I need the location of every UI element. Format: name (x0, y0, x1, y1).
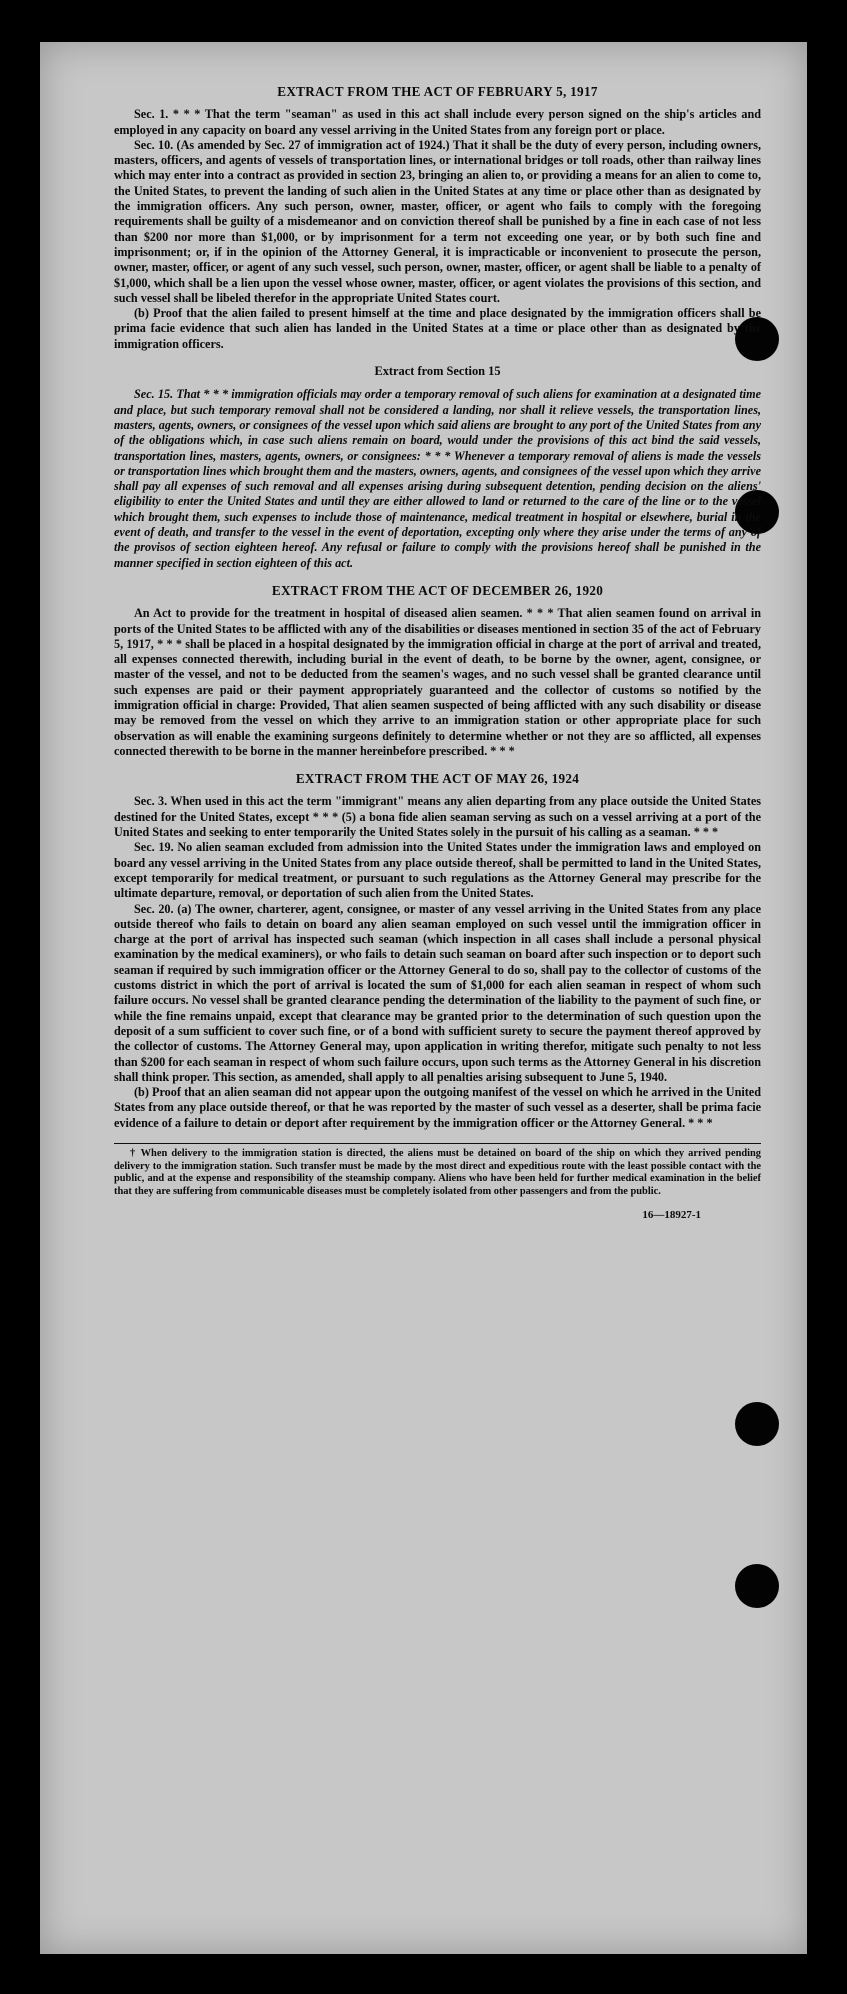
section-title: Extract from Section 15 (374, 364, 501, 379)
paragraph: Sec. 15. That * * * immigration officials may order a temporary removal of such aliens for examination at a designated time and place, but such temporary removal shall not be considered a landing, nor shall it relieve vessels, the transportation lines, masters, agents, owners, or consignees of the vessel upon which said aliens are brought to any port of the United States from any of the obligations which, in case such aliens remain on board, would under the provisions of this act bind the said vessels, transportation lines, masters, agents, owners, or consignees: * * * Whenever a temporary removal of aliens is made the vessels or transportation lines which brought them and the masters, owners, agents, and consignees of the vessel upon which they arrive shall pay all expenses of such removal and all expenses arising during subsequent detention, pending decision on the aliens' eligibility to enter the United States and until they are either allowed to land or returned to the care of the line or to the vessel which brought them, such expenses to include those of maintenance, medical treatment in hospital or elsewhere, burial in the event of death, and transfer to the vessel in the event of deportation, excepting only where they arise under the terms of any of the provisos of section eighteen hereof. Any refusal or failure to comply with the provisions hereof shall be punished in the manner specified in section eighteen of this act. (114, 387, 761, 570)
paragraph: Sec. 10. (As amended by Sec. 27 of immigration act of 1924.) That it shall be the duty of every person, including owners, masters, officers, and agents of vessels of transportation lines, or international bridges or toll roads, other than railway lines which may enter into a contract as provided in section 23, bringing an alien to, or providing a means for an alien to come to, the United States, to prevent the landing of such alien in the United States at any time or place other than as designated by the immigration officers. Any such person, owner, master, officer, or agent who fails to comply with the foregoing requirements shall be guilty of a misdemeanor and on conviction thereof shall be punished by a fine in each case of not less than $200 nor more than $1,000, or by imprisonment for a term not exceeding one year, or by both such fine and imprisonment; or, if in the opinion of the Attorney General, it is impracticable or inconvenient to prosecute the person, owner, master, officer, or agent of any such vessel, such person, owner, master, officer, or agent shall be liable to a penalty of $1,000, which shall be a lien upon the vessel whose owner, master, officer, or agent violates the provisions of this section, and such vessel shall be libeled therefor in the appropriate United States court. (114, 137, 761, 305)
paragraph: Sec. 20. (a) The owner, charterer, agent, consignee, or master of any vessel arriving in the United States from any place outside thereof who fails to detain on board any alien seaman employed on such vessel until the immigration officer in charge at the port of arrival has inspected such seaman (which inspection in all cases shall include a personal physical examination by the medical examiners), or who fails to detain such seaman on board after such inspection or to deport such seaman if required by such immigration officer or the Attorney General to do so, shall pay to the collector of customs of the customs district in which the port of arrival is located the sum of $1,000 for each alien seaman in respect of whom such failure occurs. No vessel shall be granted clearance pending the determination of the liability to the payment of such fine, or while the fine remains unpaid, except that clearance may be granted prior to the determination of such question upon the deposit of a sum sufficient to cover such fine, or of a bond with sufficient surety to secure the payment thereof approved by the collector of customs. The Attorney General may, upon application in writing therefor, mitigate such penalty to not less than $200 for each seaman in respect of whom such failure occurs, upon such terms as the Attorney General in his discretion shall think proper. This section, as amended, shall apply to all penalties arising subsequent to June 5, 1940. (114, 901, 761, 1084)
paragraph: (b) Proof that an alien seaman did not appear upon the outgoing manifest of the vessel on which he arrived in the United States from any place outside thereof, or that he was reported by the master of such vessel as a deserter, shall be prima facie evidence of a failure to detain or deport after requirement by the immigration officer or the Attorney General. * * * (114, 1085, 761, 1130)
section-act-dec-1920 (114, 583, 761, 759)
punch-hole (735, 1402, 779, 1446)
section-title: EXTRACT FROM THE ACT OF MAY 26, 1924 (295, 771, 580, 787)
section-extract-15 (114, 364, 761, 571)
section-title: EXTRACT FROM THE ACT OF FEBRUARY 5, 1917 (277, 84, 598, 99)
section-act-may-1924 (114, 771, 761, 1131)
paragraph: Sec. 3. When used in this act the term "immigrant" means any alien departing from any place outside the United States destined for the United States, except * * * (5) a bona fide alien seaman serving as such on a vessel arriving at a port of the United States and seeking to enter temporarily the United States solely in the pursuit of his calling as a seaman. * * * (114, 794, 761, 840)
paragraph: Sec. 19. No alien seaman excluded from admission into the United States under the immigration laws and employed on board any vessel arriving in the United States from any place outside thereof, shall be permitted to land in the United States, except temporarily for medical treatment, or pursuant to such regulations as the Attorney General may prescribe for the ultimate departure, removal, or deportation of such alien from the United States. (114, 840, 761, 901)
footnote: † When delivery to the immigration station is directed, the aliens must be detained on board of the ship on which they arrived pending delivery to the immigration station. Such transfer must be made by the most direct and expeditious route with the least possible contact with the public, and at the expense and responsibility of the steamship company. Aliens who have been held for further medical examination in the belief that they are suffering from communicable diseases must be completely isolated from other passengers and from the public. (114, 1148, 761, 1197)
section-act-feb-1917 (114, 84, 761, 352)
document-page (40, 42, 807, 1954)
document-body (114, 84, 761, 1224)
form-number: 16—18927-1 (642, 1209, 701, 1222)
section-title: EXTRACT FROM THE ACT OF DECEMBER 26, 1920 (271, 582, 604, 598)
paragraph: (b) Proof that the alien failed to present himself at the time and place designated by the immigration officers shall be prima facie evidence that such alien has landed in the United States at a time or place other than as designated by the immigration officers. (114, 306, 761, 351)
punch-hole (735, 1564, 779, 1608)
footnote-divider (114, 1143, 761, 1144)
paragraph: An Act to provide for the treatment in hospital of diseased alien seamen. * * * That alien seamen found on arrival in ports of the United States to be afflicted with any of the disabilities or diseases mentioned in section 35 of the act of February 5, 1917, * * * shall be placed in a hospital designated by the immigration official in charge at the port of arrival and treated, all expenses connected therewith, including burial in the event of death, to be borne by the owner, agent, consignee, or master of the vessel, and not to be deducted from the seamen's wages, and no such vessel shall be granted clearance until such expenses are paid or their payment appropriately guaranteed and the collector of customs so notified by the immigration official in charge: Provided, That alien seamen suspected of being afflicted with any such disability or disease may be removed from the vessel on which they arrive to an immigration station or other appropriate place for such observation as will enable the examining surgeons definitely to determine whether or not they are so afflicted, all expenses connected therewith to be borne in the manner hereinbefore prescribed. * * * (114, 606, 761, 758)
paragraph: Sec. 1. * * * That the term "seaman" as used in this act shall include every person signed on the ship's articles and employed in any capacity on board any vessel arriving in the United States from any foreign port or place. (114, 107, 761, 137)
